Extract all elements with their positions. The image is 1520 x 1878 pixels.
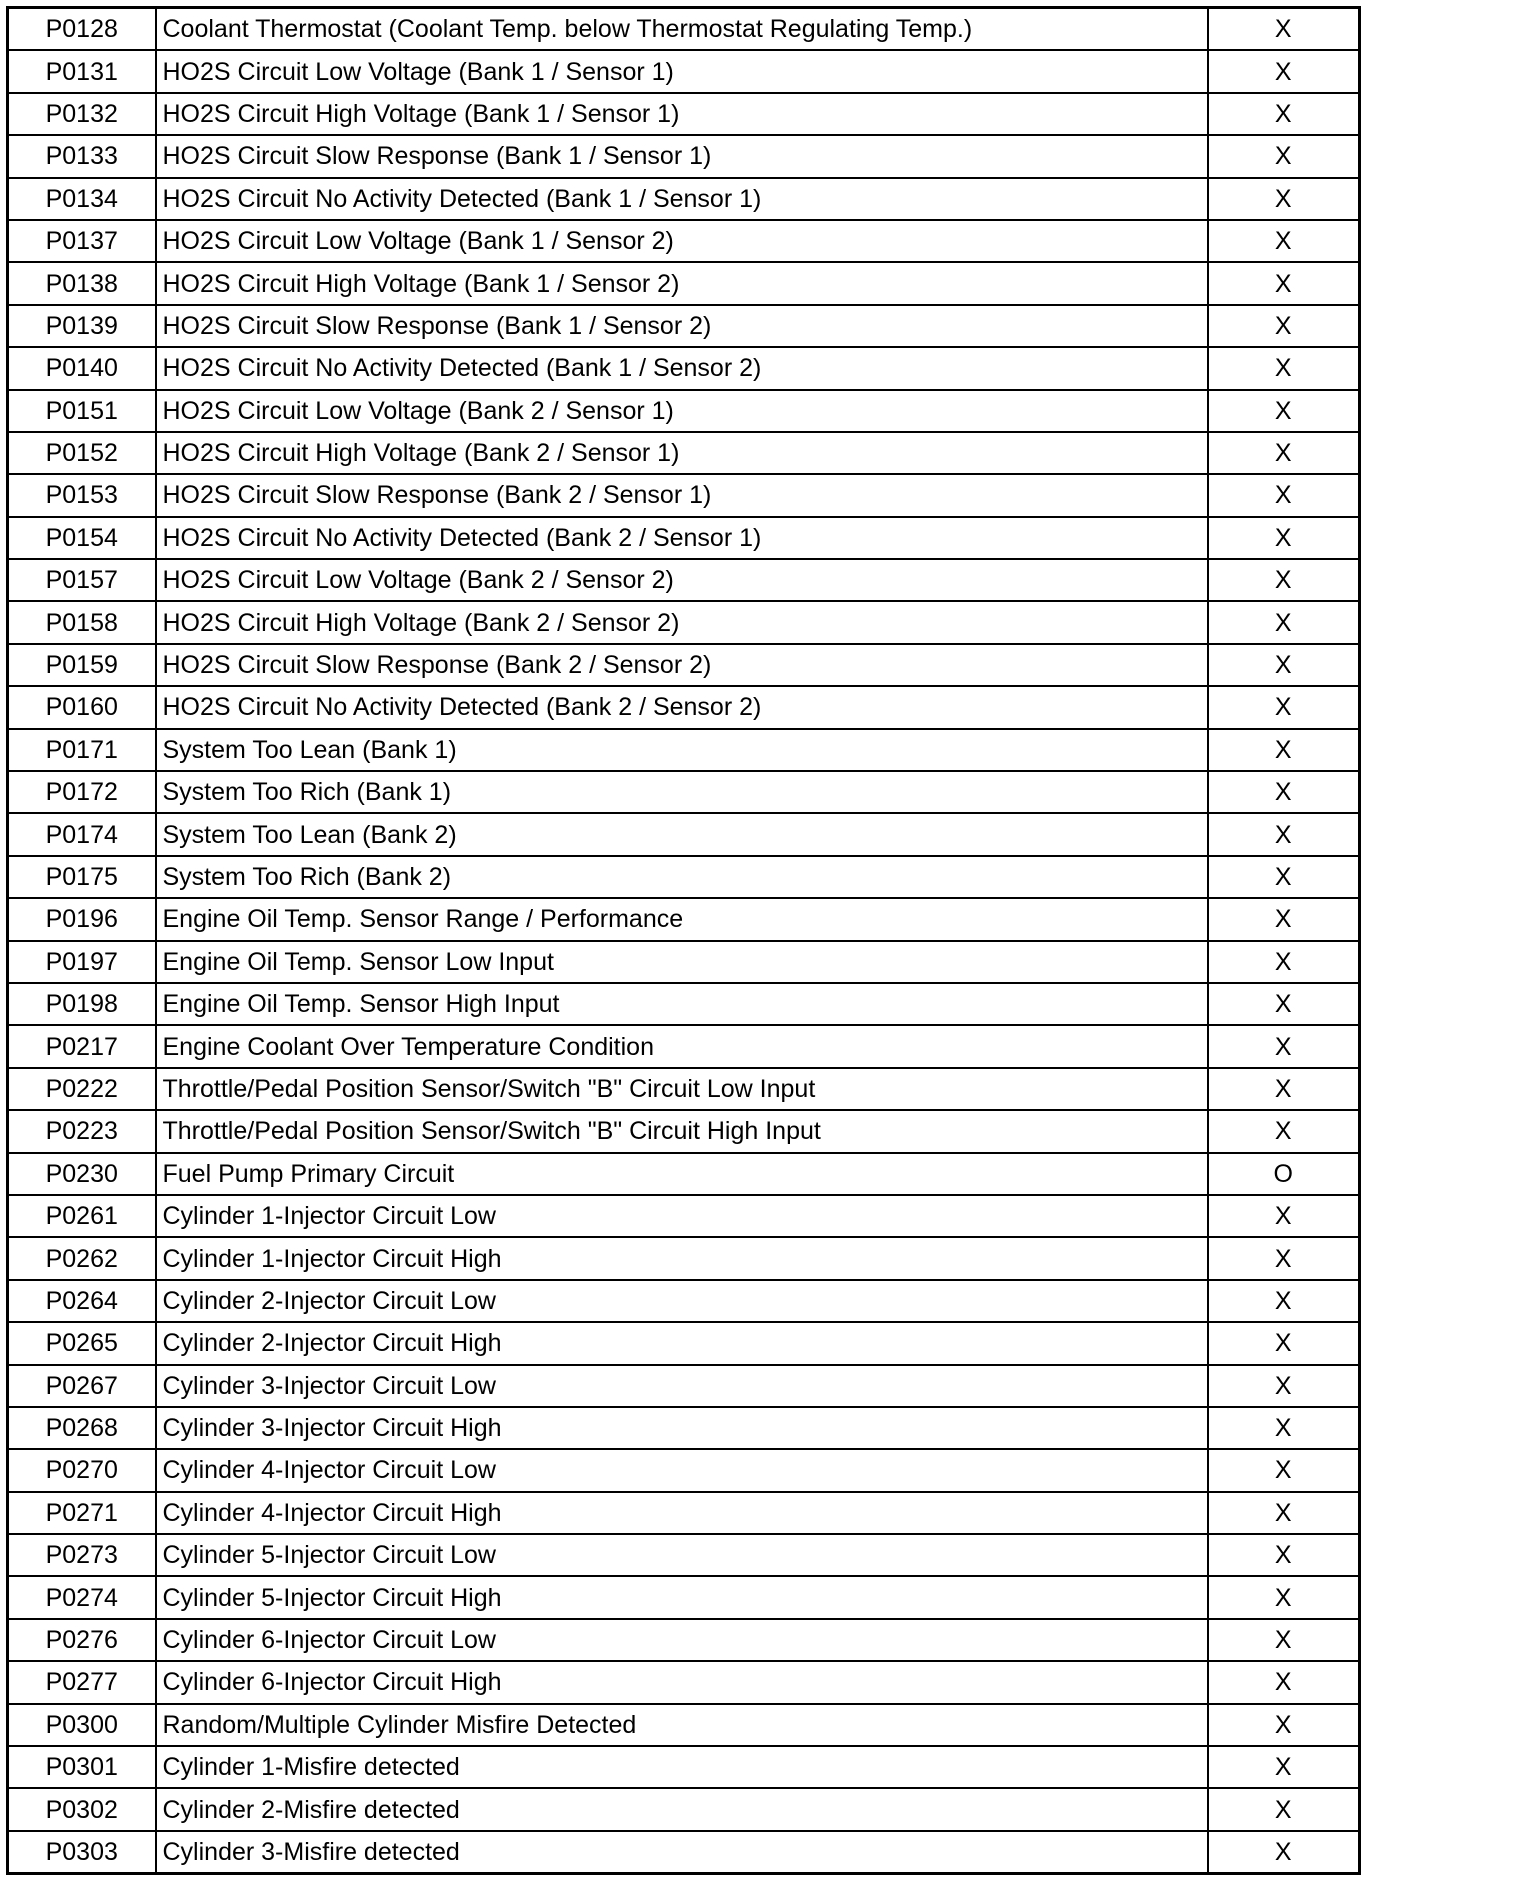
table-row: [8, 1534, 1360, 1576]
table-row: [8, 8, 1360, 51]
dtc-mark-cell: X: [1208, 1746, 1360, 1788]
dtc-code-cell: P0151: [8, 390, 156, 432]
dtc-mark-cell: X: [1208, 601, 1360, 643]
dtc-mark-cell: X: [1208, 856, 1360, 898]
table-row: [8, 50, 1360, 92]
dtc-description-cell: Cylinder 2-Misfire detected: [156, 1788, 1208, 1830]
dtc-code-cell: P0128: [8, 8, 156, 51]
table-row: [8, 517, 1360, 559]
dtc-mark-cell: X: [1208, 983, 1360, 1025]
dtc-mark-cell: X: [1208, 390, 1360, 432]
table-row: [8, 1704, 1360, 1746]
dtc-description-cell: Engine Oil Temp. Sensor High Input: [156, 983, 1208, 1025]
dtc-description-cell: HO2S Circuit No Activity Detected (Bank 2 / Sensor 2): [156, 686, 1208, 728]
dtc-code-cell: P0158: [8, 601, 156, 643]
dtc-description-cell: System Too Lean (Bank 2): [156, 813, 1208, 855]
dtc-description-cell: System Too Rich (Bank 1): [156, 771, 1208, 813]
dtc-code-cell: P0153: [8, 474, 156, 516]
dtc-mark-cell: X: [1208, 135, 1360, 177]
dtc-mark-cell: X: [1208, 1280, 1360, 1322]
dtc-description-cell: HO2S Circuit High Voltage (Bank 1 / Sensor 1): [156, 93, 1208, 135]
dtc-mark-cell: X: [1208, 517, 1360, 559]
dtc-mark-cell: X: [1208, 771, 1360, 813]
dtc-mark-cell: X: [1208, 1322, 1360, 1364]
dtc-code-cell: P0152: [8, 432, 156, 474]
table-row: [8, 1492, 1360, 1534]
dtc-mark-cell: X: [1208, 644, 1360, 686]
table-row: [8, 1280, 1360, 1322]
dtc-mark-cell: X: [1208, 1195, 1360, 1237]
dtc-mark-cell: X: [1208, 729, 1360, 771]
dtc-code-cell: P0174: [8, 813, 156, 855]
table-row: [8, 135, 1360, 177]
dtc-code-cell: P0196: [8, 898, 156, 940]
dtc-mark-cell: X: [1274, 1837, 1292, 1866]
table-row: [8, 347, 1360, 389]
dtc-mark-cell: O: [1208, 1153, 1360, 1195]
dtc-description-cell: HO2S Circuit Slow Response (Bank 2 / Sensor 2): [156, 644, 1208, 686]
dtc-code-cell: P0140: [8, 347, 156, 389]
table-row: [8, 93, 1360, 135]
dtc-description-cell: HO2S Circuit Low Voltage (Bank 1 / Sensor 1): [156, 50, 1208, 92]
dtc-mark-cell: X: [1208, 813, 1360, 855]
dtc-code-cell: P0273: [8, 1534, 156, 1576]
dtc-code-cell: P0261: [8, 1195, 156, 1237]
table-row: [8, 1407, 1360, 1449]
dtc-description-cell: System Too Lean (Bank 1): [156, 729, 1208, 771]
dtc-description-cell: Cylinder 1-Injector Circuit High: [156, 1237, 1208, 1279]
dtc-code-cell: P0138: [8, 262, 156, 304]
dtc-code-cell: P0133: [8, 135, 156, 177]
dtc-description-cell: Throttle/Pedal Position Sensor/Switch "B" Circuit High Input: [156, 1110, 1208, 1152]
dtc-description-cell: Throttle/Pedal Position Sensor/Switch "B" Circuit Low Input: [156, 1068, 1208, 1110]
table-row: [8, 686, 1360, 728]
table-row: [8, 898, 1360, 940]
table-row: [8, 474, 1360, 516]
dtc-description-cell: HO2S Circuit No Activity Detected (Bank 1 / Sensor 1): [156, 178, 1208, 220]
table-row: [8, 729, 1360, 771]
dtc-mark-cell: X: [1208, 1788, 1360, 1830]
dtc-description-cell: Cylinder 4-Injector Circuit Low: [156, 1449, 1208, 1491]
dtc-mark-cell: X: [1208, 178, 1360, 220]
table-row: [8, 983, 1360, 1025]
dtc-mark-cell: X: [1208, 1365, 1360, 1407]
dtc-code-cell: P0276: [8, 1619, 156, 1661]
table-row: [8, 559, 1360, 601]
table-row: [8, 262, 1360, 304]
dtc-code-cell: P0264: [8, 1280, 156, 1322]
dtc-description-cell: Cylinder 2-Injector Circuit Low: [156, 1280, 1208, 1322]
table-row: [8, 644, 1360, 686]
dtc-code-cell: P0300: [8, 1704, 156, 1746]
dtc-code-cell: P0230: [8, 1153, 156, 1195]
dtc-code-cell: P0175: [8, 856, 156, 898]
dtc-code-cell: P0270: [8, 1449, 156, 1491]
table-row: [8, 856, 1360, 898]
table-row: [8, 1322, 1360, 1364]
dtc-mark-cell: X: [1208, 1237, 1360, 1279]
dtc-code-cell: P0139: [8, 305, 156, 347]
table-row: [8, 1153, 1360, 1195]
table-row: [8, 1831, 1360, 1874]
dtc-code-cell: P0171: [8, 729, 156, 771]
dtc-mark-cell: X: [1208, 1661, 1360, 1703]
dtc-code-cell: P0172: [8, 771, 156, 813]
dtc-code-cell: P0198: [8, 983, 156, 1025]
dtc-description-cell: System Too Rich (Bank 2): [156, 856, 1208, 898]
dtc-table-body: [8, 8, 1360, 1874]
dtc-code-cell: P0267: [8, 1365, 156, 1407]
dtc-description-cell: Cylinder 1-Injector Circuit Low: [156, 1195, 1208, 1237]
dtc-mark-cell: X: [1208, 559, 1360, 601]
dtc-mark-cell: X: [1208, 474, 1360, 516]
dtc-description-cell: Engine Oil Temp. Sensor Low Input: [156, 941, 1208, 983]
dtc-mark-cell: X: [1208, 1492, 1360, 1534]
dtc-description-cell: Cylinder 5-Injector Circuit Low: [156, 1534, 1208, 1576]
table-row: [8, 1576, 1360, 1618]
dtc-code-cell: P0154: [8, 517, 156, 559]
dtc-description-cell: Cylinder 4-Injector Circuit High: [156, 1492, 1208, 1534]
dtc-code-cell: P0159: [8, 644, 156, 686]
dtc-code-cell: P0222: [8, 1068, 156, 1110]
table-row: [8, 1195, 1360, 1237]
dtc-code-cell: P0303: [8, 1831, 156, 1874]
dtc-mark-cell: X: [1208, 93, 1360, 135]
table-row: [8, 941, 1360, 983]
table-row: [8, 1025, 1360, 1067]
dtc-mark-cell: X: [1208, 1576, 1360, 1618]
table-row: [8, 220, 1360, 262]
dtc-description-cell: Cylinder 6-Injector Circuit Low: [156, 1619, 1208, 1661]
dtc-mark-cell: X: [1208, 1704, 1360, 1746]
dtc-code-cell: P0262: [8, 1237, 156, 1279]
dtc-code-cell: P0301: [8, 1746, 156, 1788]
table-row: [8, 1237, 1360, 1279]
table-row: [8, 1365, 1360, 1407]
dtc-code-cell: P0265: [8, 1322, 156, 1364]
table-row: [8, 1746, 1360, 1788]
dtc-mark-cell: X: [1208, 1025, 1360, 1067]
dtc-code-cell: P0274: [8, 1576, 156, 1618]
dtc-description-cell: Engine Oil Temp. Sensor Range / Performance: [156, 898, 1208, 940]
dtc-description-cell: HO2S Circuit Low Voltage (Bank 2 / Sensor 2): [156, 559, 1208, 601]
dtc-code-cell: P0131: [8, 50, 156, 92]
dtc-description-cell: HO2S Circuit No Activity Detected (Bank 2 / Sensor 1): [156, 517, 1208, 559]
dtc-description-cell: HO2S Circuit No Activity Detected (Bank 1 / Sensor 2): [156, 347, 1208, 389]
dtc-description-cell: Cylinder 6-Injector Circuit High: [156, 1661, 1208, 1703]
table-row: [8, 813, 1360, 855]
dtc-code-cell: P0271: [8, 1492, 156, 1534]
dtc-mark-cell: X: [1208, 50, 1360, 92]
dtc-code-cell: P0277: [8, 1661, 156, 1703]
dtc-description-cell: HO2S Circuit Slow Response (Bank 1 / Sensor 2): [156, 305, 1208, 347]
table-row: [8, 305, 1360, 347]
dtc-mark-cell: X: [1208, 686, 1360, 728]
dtc-mark-cell: X: [1208, 1619, 1360, 1661]
table-row: [8, 1449, 1360, 1491]
table-row: [8, 390, 1360, 432]
table-row: [8, 1619, 1360, 1661]
dtc-description-cell: HO2S Circuit Slow Response (Bank 1 / Sensor 1): [156, 135, 1208, 177]
dtc-description-cell: HO2S Circuit High Voltage (Bank 2 / Sensor 2): [156, 601, 1208, 643]
dtc-code-cell: P0197: [8, 941, 156, 983]
dtc-mark-cell: X: [1208, 8, 1360, 51]
dtc-code-cell: P0160: [8, 686, 156, 728]
table-row: [8, 1110, 1360, 1152]
dtc-code-cell: P0223: [8, 1110, 156, 1152]
dtc-code-cell: P0157: [8, 559, 156, 601]
dtc-mark-cell: X: [1208, 432, 1360, 474]
table-row: [8, 1068, 1360, 1110]
dtc-description-cell: HO2S Circuit Low Voltage (Bank 1 / Sensor 2): [156, 220, 1208, 262]
dtc-description-cell: Fuel Pump Primary Circuit: [156, 1153, 1208, 1195]
dtc-code-cell: P0268: [8, 1407, 156, 1449]
dtc-mark-cell: X: [1208, 347, 1360, 389]
dtc-description-cell: Cylinder 3-Injector Circuit Low: [156, 1365, 1208, 1407]
dtc-code-cell: P0134: [8, 178, 156, 220]
table-row: [8, 1661, 1360, 1703]
table-row: [8, 1788, 1360, 1830]
table-row: [8, 432, 1360, 474]
dtc-description-cell: Engine Coolant Over Temperature Condition: [156, 1025, 1208, 1067]
dtc-mark-cell: X: [1208, 1110, 1360, 1152]
table-row: [8, 601, 1360, 643]
dtc-mark-cell: X: [1208, 1534, 1360, 1576]
dtc-description-cell: HO2S Circuit Slow Response (Bank 2 / Sensor 1): [156, 474, 1208, 516]
dtc-description-cell: Cylinder 3-Injector Circuit High: [156, 1407, 1208, 1449]
dtc-description-cell: Cylinder 3-Misfire detected: [156, 1831, 1208, 1874]
dtc-mark-cell: X: [1208, 1068, 1360, 1110]
dtc-description-cell: HO2S Circuit High Voltage (Bank 1 / Sensor 2): [156, 262, 1208, 304]
dtc-code-cell: P0302: [8, 1788, 156, 1830]
dtc-description-cell: Cylinder 5-Injector Circuit High: [156, 1576, 1208, 1618]
dtc-mark-cell: X: [1208, 1449, 1360, 1491]
dtc-code-cell: P0132: [8, 93, 156, 135]
dtc-description-cell: HO2S Circuit Low Voltage (Bank 2 / Sensor 1): [156, 390, 1208, 432]
dtc-mark-cell: X: [1208, 220, 1360, 262]
dtc-code-cell: P0137: [8, 220, 156, 262]
dtc-mark-cell: X: [1208, 1407, 1360, 1449]
dtc-table: [6, 6, 1361, 1875]
dtc-mark-cell: X: [1208, 941, 1360, 983]
dtc-mark-cell: X: [1208, 898, 1360, 940]
dtc-description-cell: Coolant Thermostat (Coolant Temp. below Thermostat Regulating Temp.): [156, 8, 1208, 51]
table-row: [8, 178, 1360, 220]
dtc-description-cell: Random/Multiple Cylinder Misfire Detected: [156, 1704, 1208, 1746]
dtc-description-cell: HO2S Circuit High Voltage (Bank 2 / Sensor 1): [156, 432, 1208, 474]
dtc-description-cell: Cylinder 2-Injector Circuit High: [156, 1322, 1208, 1364]
dtc-mark-cell: X: [1208, 262, 1360, 304]
dtc-mark-cell: X: [1208, 305, 1360, 347]
table-row: [8, 771, 1360, 813]
dtc-description-cell: Cylinder 1-Misfire detected: [156, 1746, 1208, 1788]
dtc-code-cell: P0217: [8, 1025, 156, 1067]
